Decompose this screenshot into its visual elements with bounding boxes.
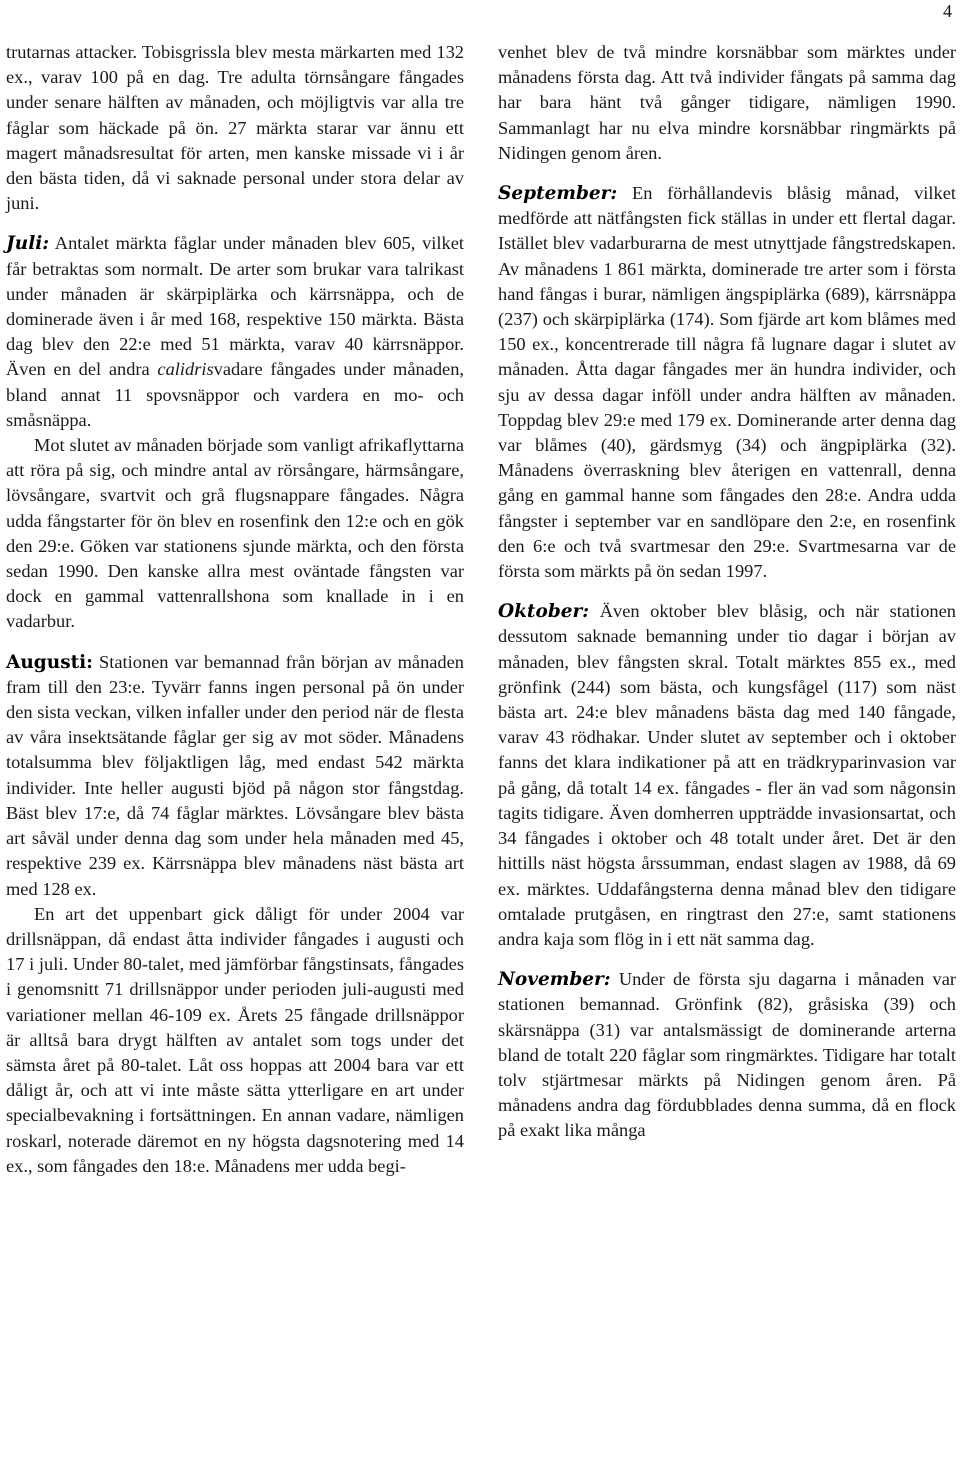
section-juli bbox=[6, 231, 464, 433]
page-number: 4 bbox=[943, 1, 952, 21]
section-augusti bbox=[6, 650, 464, 902]
heading-oktober: Oktober: bbox=[498, 601, 590, 623]
paragraph-augusti-end: venhet blev de två mindre korsnäbbar som märktes under månadens första dag. Att två individer fångats på samma dag har bara hänt två gånger tidigare, nämligen 1990. Sammanlagt har nu elva mindre korsnäbbar ringmärkts på Nidingen genom åren. bbox=[498, 42, 956, 163]
left-column bbox=[6, 40, 464, 1179]
heading-augusti: Augusti: bbox=[6, 651, 94, 673]
paragraph-juni-end: trutarnas attacker. Tobisgrissla blev mesta märkarten med 132 ex., varav 100 på en dag. Tre adulta törnsångare fångades under senare hälften av månaden, och möjligtvis var alla tre fåglar som häckade på ön. 27 märkta starar var ännu ett magert månadsresultat för arten, men kanske missade vi i år den bästa tiden, då vi saknade personal under stora delar av juni. bbox=[6, 42, 464, 214]
juli-text-b: vadare fångades under månaden, bland annat 11 spovsnäppor och vardera en mo- och småsnäppa. bbox=[6, 359, 465, 430]
paragraph-augusti-2: En art det uppenbart gick dåligt för under 2004 var drillsnäppan, då endast åtta individer fångades i augusti och 17 i juli. Under 80-talet, med jämförbar fångstinsats, fångades i genomsnitt 71 drillsnäppor under perioden juli-augusti med variationer mellan 46-109 ex. Årets 25 fångade drillsnäppor är alltså bara drygt hälften av antalet som togs under det sämsta året på 80-talet. Låt oss hoppas att 2004 bara var ett dåligt år, och att vi inte måste sätta ytterligare en art under specialbevakning i fortsättningen. En annan vadare, nämligen roskarl, noterade däremot en ny högsta dagsnotering med 14 ex., som fångades den 18:e. Månadens mer udda begi- bbox=[6, 903, 464, 1176]
juli-italic-calidris: calidris bbox=[157, 359, 214, 380]
right-column bbox=[498, 40, 956, 1144]
section-september bbox=[498, 181, 956, 584]
section-oktober bbox=[498, 599, 956, 952]
november-text: Under de första sju dagarna i månaden var stationen bemannad. Grönfink (82), gråsiska (39) och skärsnäppa (31) var antalsmässigt de dominerande arterna bland de totalt 220 fåglar som ringmärktes. Tidigare har totalt tolv stjärtmesar märkts på Nidingen genom åren. På månadens andra dag fördubblades denna summa, då en flock på exakt lika många bbox=[498, 969, 956, 1141]
september-text: En förhållandevis blåsig månad, vilket medförde att nätfångsten fick ställas in under ett flertal dagar. Istället blev vadarburarna de mest utnyttjade fångstredskapen. Av månadens 1 861 märkta, dominerade tre arter som i första hand fångas i burar, nämligen ängspiplärka (689), kärrsnäppa (237) och skärpiplärka (174). Som fjärde art kom blåmes med 150 ex., koncentrerade till några få lugnare dagar i slutet av månaden. Åtta dagar fångades mer än hundra individer, och sju av dessa dagar inföll under andra hälften av månaden. Toppdag blev 29:e med 179 ex. Dominerande arter denna dag var blåmes (40), gärdsmyg (34) och ängpiplärka (32). Månadens överraskning blev återigen en vattenrall, denna gång en gammal hanne som fångades den 28:e. Andra udda fångster i september var en sandlöpare den 2:e, en rosenfink den 6:e och två svartmesar den 29:e. Svartmesarna var de första som märkts på ön sedan 1997. bbox=[498, 183, 956, 582]
juli-text-a: Antalet märkta fåglar under månaden blev 605, vilket får betraktas som normalt. De arter som brukar vara talrikast under månaden är skärpiplärka och kärrsnäppa, och de dominerade även i år med 168, respektive 150 märkta. Bästa dag blev den 22:e med 51 märkta, varav 40 kärrsnäppor. Även en del andra bbox=[6, 233, 464, 380]
paragraph-juli-2: Mot slutet av månaden började som vanligt afrikaflyttarna att röra på sig, och mindre antal av rörsångare, härmsångare, lövsångare, svartvit och grå flugsnappare fångades. Några udda fångstarter för ön blev en rosenfink den 12:e och en gök den 29:e. Göken var stationens sjunde märkta, och den första sedan 1990. Den kanske allra mest oväntade fångsten var dock en gammal vattenrallshona som knallade in i en vadarbur. bbox=[6, 435, 464, 632]
heading-november: November: bbox=[498, 969, 611, 991]
augusti-text: Stationen var bemannad från början av månaden fram till den 23:e. Tyvärr fanns ingen personal på ön under den sista veckan, vilken infaller under den period när de flesta av våra insektsätande fåglar ger sig av mot söder. Månadens totalsumma blev följaktligen låg, med endast 542 märkta individer. Inte heller augusti bjöd på någon stor fångstdag. Bäst blev 17:e, då 74 fåglar märktes. Lövsångare blev bästa art såväl under denna dag som under hela månaden med 45, respektive 239 ex. Kärrsnäppa blev månadens näst bästa art med 128 ex. bbox=[6, 651, 464, 899]
oktober-text: Även oktober blev blåsig, och när stationen dessutom saknade bemanning under tio dagar i början av månaden, blev fångsten skral. Totalt märktes 855 ex., med grönfink (244) som bästa, och kungsfågel (117) som näst bästa art. 24:e blev månadens bästa dag med 140 fångade, varav 43 rödhakar. Under slutet av september och i oktober fanns det klara indikationer på att en trädkryparinvasion var på gång, då totalt 14 ex. fångades - fler än vad som någonsin tagits tidigare. Även domherren uppträdde invasionsartat, och 34 fångades i oktober och 48 totalt under året. Det är den hittills näst högsta årssumman, endast slagen av 1988, då 69 ex. märktes. Uddafångsterna denna månad blev den tidigare omtalade prutgåsen, en ringtrast den 27:e, samt stationens andra kaja som flög in i ett nät samma dag. bbox=[498, 601, 956, 949]
heading-juli: Juli: bbox=[6, 233, 50, 255]
section-november bbox=[498, 967, 956, 1143]
heading-september: September: bbox=[498, 183, 618, 205]
